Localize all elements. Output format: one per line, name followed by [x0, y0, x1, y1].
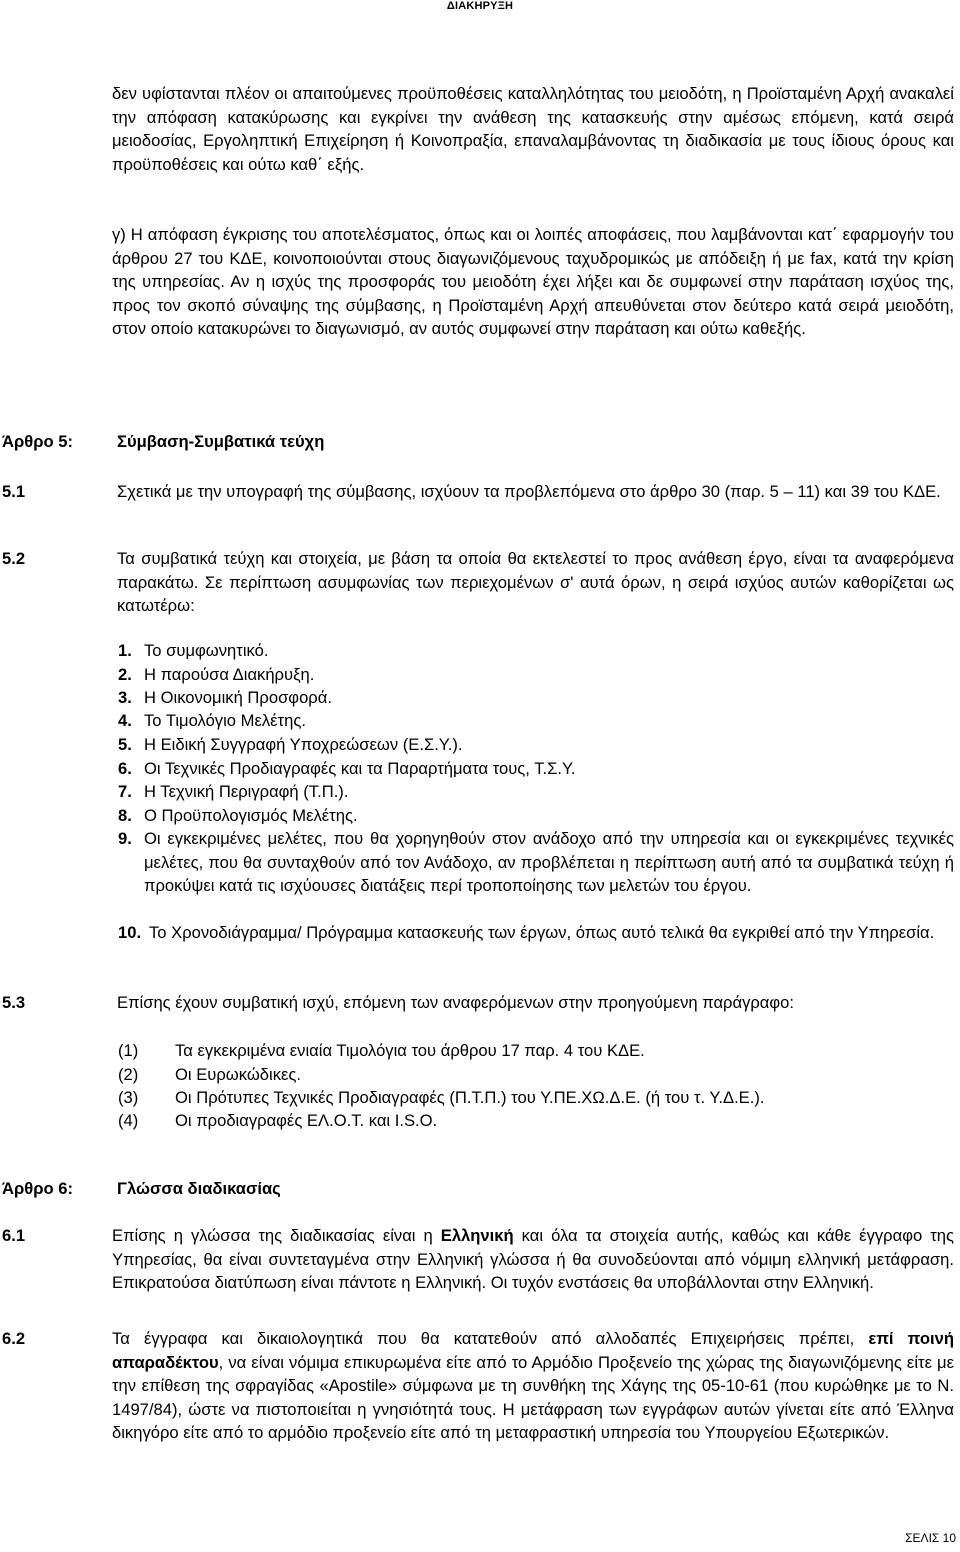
list-item — [118, 921, 954, 969]
sub-list-item-number: (4) — [118, 1111, 139, 1130]
list-item-text: Το συμφωνητικό. — [144, 641, 269, 660]
intro-paragraph-2: γ) Η απόφαση έγκρισης του αποτελέσματος, όπως και οι λοιπές αποφάσεις, που λαμβάνονται κατ΄ εφαρμογήν του άρθρου 27 του ΚΔΕ, κοινοποιούνται στους διαγωνιζόμενους ταχυδρομικώς με απόδειξη ή με fax, κατά την κρίση της υπηρεσίας. Αν η ισχύς της προσφοράς του μειοδότη έχει λήξει και δε συμφωνεί στην παράταση ισχύος της, προς τον σκοπό σύναψης της σύμβασης, η Προϊσταμένη Αρχή απευθύνεται στον δεύτερο κατά σειρά μειοδότη, στον οποίο κατακυρώνει το διαγωνισμό, αν αυτός συμφωνεί στην παράταση και ούτω καθεξής. — [112, 225, 954, 339]
list-item-text: Το Τιμολόγιο Μελέτης. — [144, 711, 306, 730]
section-6-1-bold-language: Ελληνική — [440, 1226, 514, 1245]
list-item-number: 1. — [118, 641, 132, 660]
sub-list-item-text: Οι Ευρωκώδικες. — [175, 1065, 302, 1084]
list-item — [118, 780, 954, 804]
sub-list-item-text: Οι προδιαγραφές ΕΛ.Ο.Τ. και I.S.O. — [175, 1111, 438, 1130]
page-number: ΣΕΛΙΣ 10 — [905, 1531, 956, 1545]
list-item-text: Η Τεχνική Περιγραφή (Τ.Π.). — [144, 782, 349, 801]
list-item-number: 4. — [118, 711, 132, 730]
section-6-1-text-end: και όλα τα στοιχεία αυτής, καθώς και κάθε έγγραφο της Υπηρεσίας, θα είναι συντεταγμένα στην Ελληνική γλώσσα ή θα συνοδεύονται από νόμιμη ελληνική μετάφραση. Επικρατούσα διατύπωση είναι πάντοτε η Ελληνική. Οι τυχόν ενστάσεις θα υποβάλλονται στην Ελληνική. — [112, 1226, 954, 1293]
list-item — [118, 733, 954, 757]
list-item — [118, 827, 954, 923]
sub-list-item-text: Τα εγκεκριμένα ενιαία Τιμολόγια του άρθρου 17 παρ. 4 του ΚΔΕ. — [175, 1041, 645, 1060]
sub-list-item-number: (3) — [118, 1088, 139, 1107]
section-5-3-number: 5.3 — [2, 993, 26, 1012]
list-item-number: 6. — [118, 759, 132, 778]
section-5-1-number: 5.1 — [2, 482, 26, 501]
list-item-number: 5. — [118, 735, 132, 754]
sub-list-item — [118, 1039, 954, 1063]
list-item-text: Η Ειδική Συγγραφή Υποχρεώσεων (Ε.Σ.Υ.). — [144, 735, 463, 754]
section-6-2-text — [112, 1327, 954, 1445]
list-item-text: Η Οικονομική Προσφορά. — [144, 688, 332, 707]
section-5-1-text: Σχετικά με την υπογραφή της σύμβασης, ισχύουν τα προβλεπόμενα στο άρθρο 30 (παρ. 5 – 11) και 39 του ΚΔΕ. — [117, 482, 941, 501]
section-6-1-text — [112, 1224, 954, 1295]
list-item-number: 2. — [118, 665, 132, 684]
list-item-text: Το Χρονοδιάγραμμα/ Πρόγραμμα κατασκευής των έργων, όπως αυτό τελικά θα εγκριθεί από την Υπηρεσία. — [149, 923, 935, 942]
list-item-text: Ο Προϋπολογισμός Μελέτης. — [144, 806, 358, 825]
section-6-1-number: 6.1 — [2, 1226, 26, 1245]
sub-list-item — [118, 1109, 954, 1133]
list-item-number: 3. — [118, 688, 132, 707]
section-6-2-bold-penalty: επί ποινή απαραδέκτου — [112, 1329, 954, 1372]
section-5-3-text: Επίσης έχουν συμβατική ισχύ, επόμενη των αναφερόμενων στην προηγούμενη παράγραφο: — [117, 993, 794, 1012]
list-item — [118, 757, 954, 781]
sub-list-item-number: (2) — [118, 1065, 139, 1084]
section-6-2-number: 6.2 — [2, 1329, 26, 1348]
list-item-text: Οι Τεχνικές Προδιαγραφές και τα Παραρτήματα τους, Τ.Σ.Υ. — [144, 759, 576, 778]
section-6-1-text-start: Επίσης η γλώσσα της διαδικασίας είναι η — [112, 1226, 441, 1245]
section-5-2-text: Τα συμβατικά τεύχη και στοιχεία, με βάση τα οποία θα εκτελεστεί το προς ανάθεση έργο, είναι τα αναφερόμενα παρακάτω. Σε περίπτωση ασυμφωνίας των περιεχομένων σ' αυτά όρων, η σειρά ισχύος αυτών καθορίζεται ως κατωτέρω: — [117, 549, 954, 616]
list-item-text: Η παρούσα Διακήρυξη. — [144, 665, 315, 684]
section-5-2-number: 5.2 — [2, 549, 26, 568]
section-6-2-text-start: Τα έγγραφα και δικαιολογητικά που θα κατατεθούν από αλλοδαπές Επιχειρήσεις πρέπει, — [112, 1329, 869, 1348]
list-item — [118, 639, 954, 663]
list-item-number: 7. — [118, 782, 132, 801]
section-6-2-text-end: , να είναι νόμιμα επικυρωμένα είτε από το Αρμόδιο Προξενείο της χώρας της διαγωνιζόμενης είτε με την επίθεση της σφραγίδας «Apostile» σύμφωνα με τη συνθήκη της Χάγης της 05-10-61 (που κυρώθηκε με το Ν. 1497/84), ώστε να πιστοποιείται η γνησιότητά τους. Η μετάφραση των εγγράφων αυτών γίνεται είτε από Έλληνα δικηγόρο είτε από το αρμόδιο προξενείο είτε από τη μεταφραστική υπηρεσία του Υπουργείου Εξωτερικών. — [112, 1352, 954, 1443]
article-6-title: Γλώσσα διαδικασίας — [117, 1179, 281, 1198]
list-item-number: 8. — [118, 806, 132, 825]
sub-list-item — [118, 1086, 954, 1110]
list-item — [118, 804, 954, 828]
sub-list-item-number: (1) — [118, 1041, 139, 1060]
list-item — [118, 663, 954, 687]
sub-list-item-text: Οι Πρότυπες Τεχνικές Προδιαγραφές (Π.Τ.Π.) του Υ.ΠΕ.ΧΩ.Δ.Ε. (ή του τ. Υ.Δ.Ε.). — [175, 1088, 765, 1107]
list-item-text: Οι εγκεκριμένες μελέτες, που θα χορηγηθούν στον ανάδοχο από την υπηρεσία και οι εγκεκριμένες τεχνικές μελέτες, που θα συνταχθούν από τον Ανάδοχο, αν προβλέπεται η περίπτωση αυτή από τα συμβατικά τεύχη ή προκύψει κατά τις ισχύουσες διατάξεις περί τροποποίησης των μελετών του έργου. — [144, 829, 954, 896]
list-item-number: 9. — [118, 829, 132, 848]
list-item — [118, 709, 954, 733]
article-6-label: Άρθρο 6: — [2, 1179, 73, 1198]
document-header: ΔΙΑΚΗΡΥΞΗ — [446, 0, 514, 12]
intro-paragraph-1: δεν υφίστανται πλέον οι απαιτούμενες προϋποθέσεις καταλληλότητας του μειοδότη, η Προϊσταμένη Αρχή ανακαλεί την απόφαση κατακύρωσης και εγκρίνει την ανάθεση της κατασκευής στην αμέσως επόμενη, κατά σειρά μειοδοσίας, Εργοληπτική Επιχείρηση ή Κοινοπραξία, επαναλαμβάνοντας τη διαδικασία με τους ίδιους όρους και προϋποθέσεις και ούτω καθ΄ εξής. — [112, 84, 954, 174]
list-item — [118, 686, 954, 710]
list-item-number: 10. — [118, 923, 142, 942]
article-5-label: Άρθρο 5: — [2, 432, 73, 451]
article-5-title: Σύμβαση-Συμβατικά τεύχη — [117, 432, 325, 451]
sub-list-item — [118, 1063, 954, 1087]
